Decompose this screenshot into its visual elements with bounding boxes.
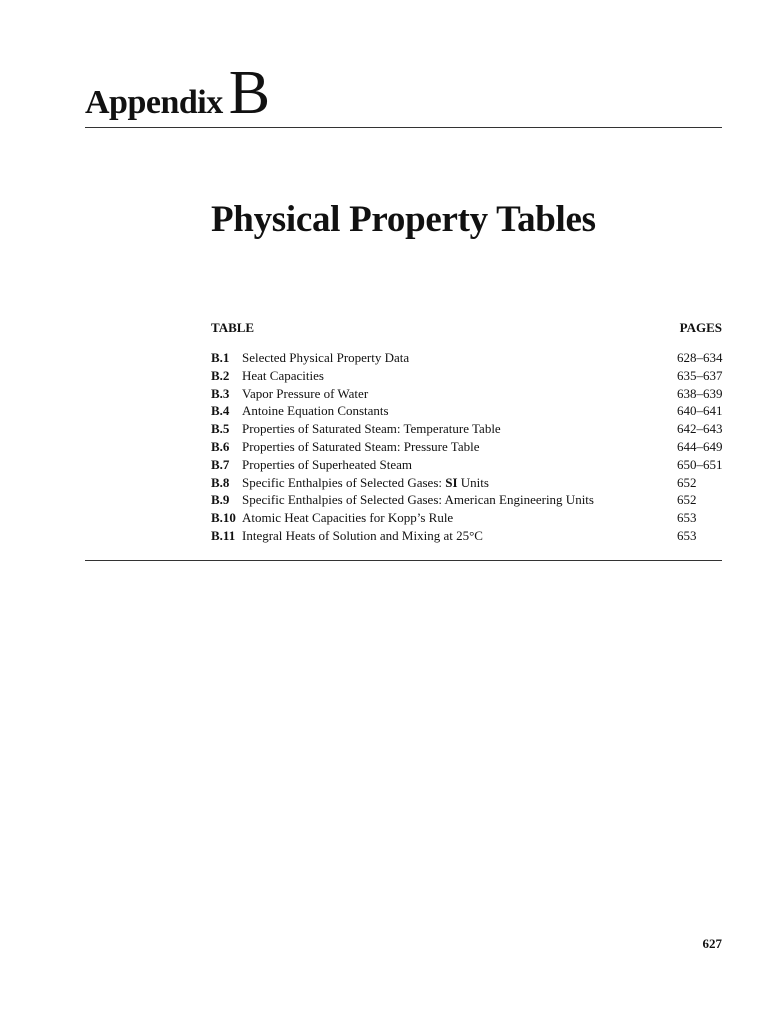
- toc-row-number: B.10: [211, 510, 236, 526]
- toc-row-number: B.1: [211, 350, 230, 365]
- toc-row-pages: 628–634: [677, 350, 723, 365]
- toc-row-title: Atomic Heat Capacities for Kopp’s Rule: [242, 510, 454, 526]
- toc-row-pages: 635–637: [677, 367, 723, 383]
- toc-row: [211, 509, 722, 527]
- toc-row: [211, 456, 722, 474]
- toc-row-pages: 642–643: [677, 421, 723, 437]
- toc-column-pages: PAGES: [679, 320, 722, 335]
- toc-row-title-prefix: Specific Enthalpies of Selected Gases:: [242, 474, 446, 490]
- toc-row-number: B.11: [211, 527, 236, 543]
- toc-row-title: Vapor Pressure of Water: [242, 385, 369, 401]
- page-number: 627: [702, 936, 722, 951]
- appendix-word: Appendix: [85, 84, 223, 121]
- toc-column-table: TABLE: [211, 320, 255, 335]
- toc-row-number: B.2: [211, 367, 230, 383]
- toc-row-title: [242, 474, 489, 492]
- toc-row-pages: 650–651: [677, 456, 723, 472]
- toc-row-number: B.6: [211, 438, 230, 454]
- toc-row-pages: 652: [677, 492, 697, 508]
- toc-row-number: B.7: [211, 456, 230, 472]
- toc-row: [211, 349, 722, 367]
- toc-row-title-suffix: Units: [457, 474, 489, 490]
- toc-row: [211, 385, 722, 403]
- toc-row: [211, 491, 722, 509]
- toc-row-title: Selected Physical Property Data: [242, 350, 410, 365]
- toc-header: [211, 320, 722, 338]
- toc-row-title: Properties of Saturated Steam: Temperature Table: [242, 421, 501, 437]
- toc-row: [211, 527, 722, 545]
- toc-row-number: B.5: [211, 421, 230, 437]
- toc-row-pages: 653: [677, 527, 697, 543]
- toc-row-title: Specific Enthalpies of Selected Gases: American Engineering Units: [242, 492, 594, 508]
- toc-row: [211, 402, 722, 420]
- table-of-contents: [211, 320, 722, 545]
- toc-row-number: B.4: [211, 403, 230, 419]
- appendix-letter: B: [228, 59, 271, 127]
- appendix-heading: [85, 58, 270, 129]
- page-title: Physical Property Tables: [211, 199, 596, 240]
- toc-row: [211, 420, 722, 438]
- toc-row-pages: 638–639: [677, 385, 723, 401]
- toc-row-title: Antoine Equation Constants: [242, 403, 389, 419]
- toc-row-pages: 652: [677, 474, 697, 490]
- toc-row-pages: 644–649: [677, 438, 723, 454]
- toc-row: [211, 474, 722, 492]
- toc-row-title-si: SI: [445, 474, 458, 490]
- toc-row-pages: 640–641: [677, 403, 723, 419]
- toc-row-title: Properties of Superheated Steam: [242, 456, 413, 472]
- bottom-rule: [85, 560, 722, 561]
- toc-row-title: Properties of Saturated Steam: Pressure Table: [242, 438, 480, 454]
- toc-row-number: B.3: [211, 385, 230, 401]
- toc-row-number: B.9: [211, 492, 230, 508]
- toc-row-title: Integral Heats of Solution and Mixing at 25°C: [242, 527, 483, 543]
- toc-row-pages: 653: [677, 510, 697, 526]
- toc-row: [211, 367, 722, 385]
- toc-row-title: Heat Capacities: [242, 367, 324, 383]
- top-rule: [85, 127, 722, 128]
- toc-row-number: B.8: [211, 474, 230, 490]
- toc-row: [211, 438, 722, 456]
